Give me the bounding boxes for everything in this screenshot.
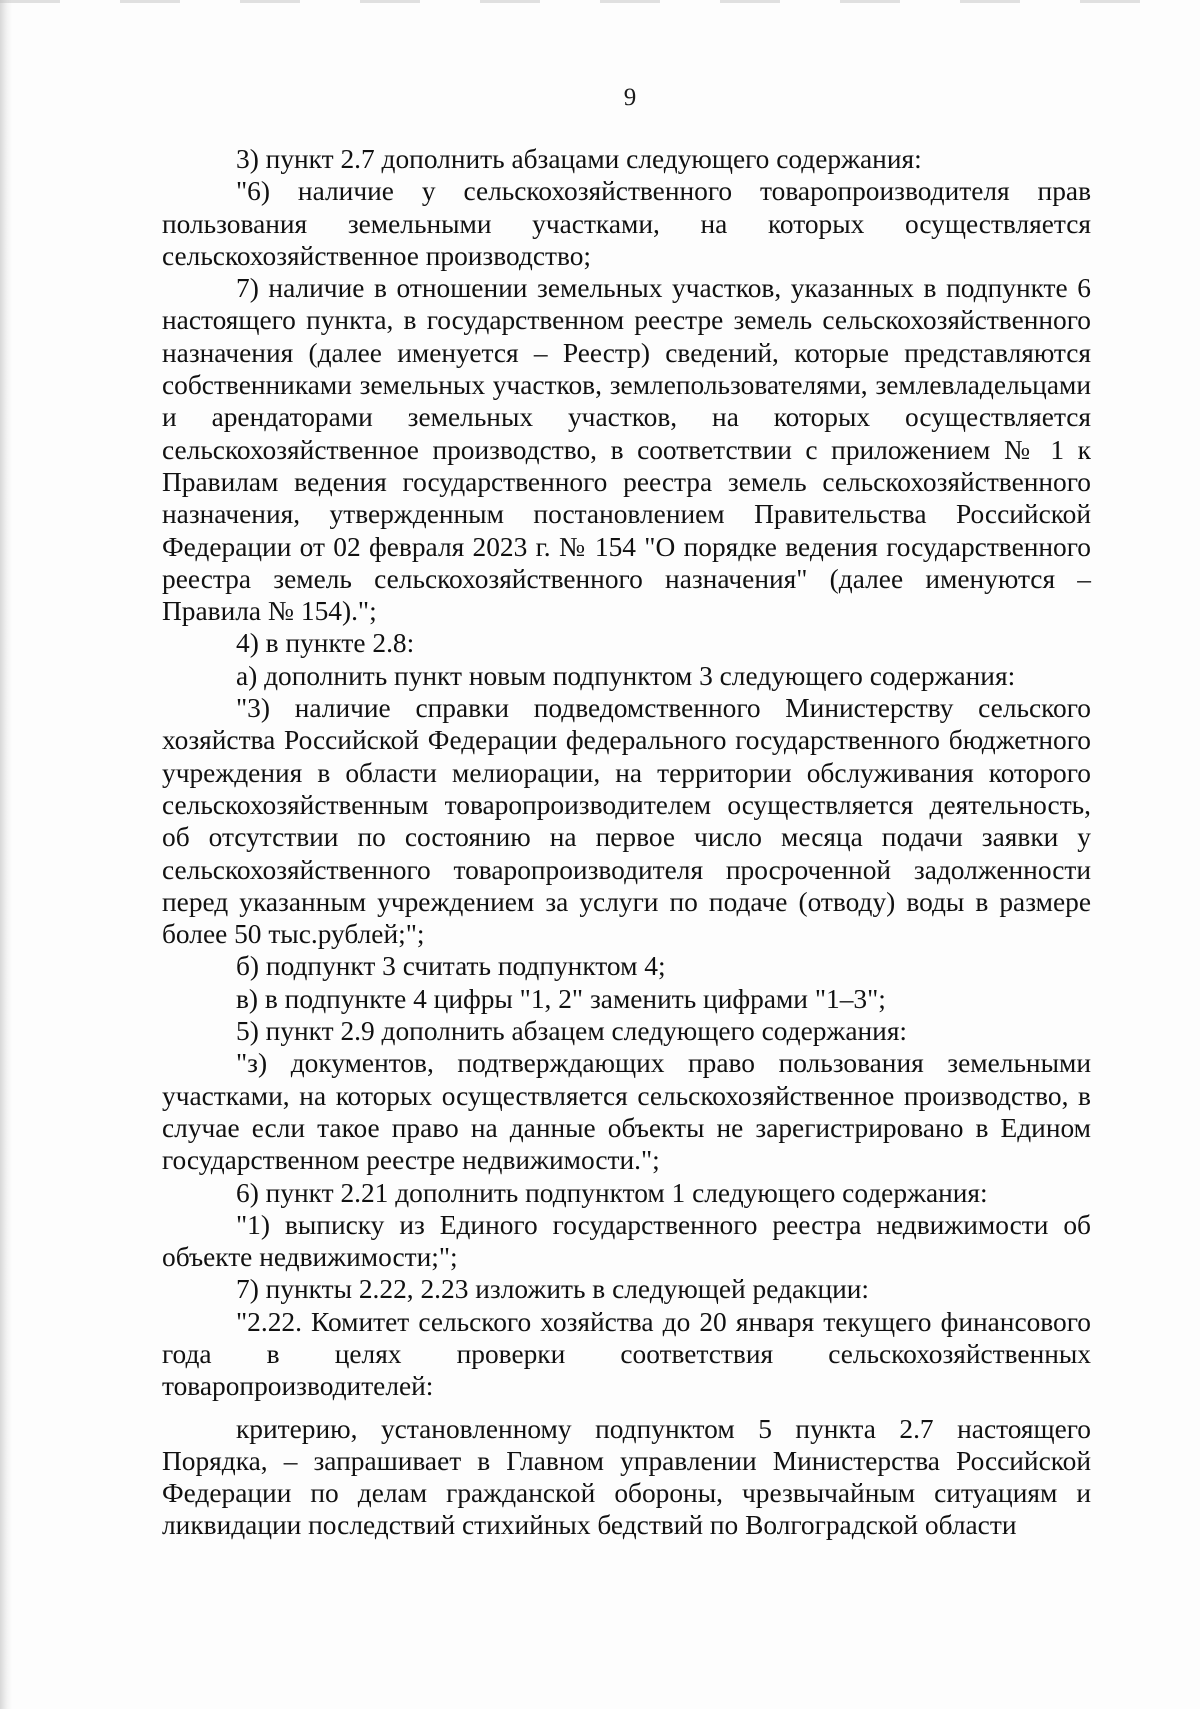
paragraph-item-4a: а) дополнить пункт новым подпунктом 3 следующего содержания: [236,660,1016,691]
page-number: 9 [623,84,637,111]
scan-left-edge [0,0,12,1709]
paragraph-item-4b: б) подпункт 3 считать подпунктом 4; [236,951,666,982]
paragraph-subitem-6: "6) наличие у сельскохозяйственного товаропроизводителя прав пользования земельными участками, на которых осуществляется сельскохозяйственное производство; [162,176,1091,271]
paragraph-clause-2-22: "2.22. Комитет сельского хозяйства до 20 января текущего финансового года в целях проверки соответствия сельскохозяйственных товаропроизводителей: [162,1306,1091,1402]
paragraph-item-3: 3) пункт 2.7 дополнить абзацами следующего содержания: [236,144,922,174]
paragraph-subitem-3: "3) наличие справки подведомственного Министерству сельского хозяйства Российской Федерации федерального государственного бюджетного учреждения в области мелиорации, на территории обслуживания которого сельскохозяйственным товаропроизводителем осуществляется деятельность, об отсутствии по состоянию на первое число месяца подачи заявки у сельскохозяйственного товаропроизводителя просроченной задолженности перед указанным учреждением за услуги по подаче (отводу) воды в размере более 50 тыс.рублей;"; [162,693,1091,950]
paragraph-item-6: 6) пункт 2.21 дополнить подпунктом 1 следующего содержания: [236,1177,988,1208]
document-body [162,143,1091,1542]
paragraph-item-4v: в) в подпункте 4 цифры "1, 2" заменить цифрами "1–3"; [236,983,886,1014]
paragraph-subitem-z: "з) документов, подтверждающих право пользования земельными участками, на которых осуществляется сельскохозяйственное производство, в случае если такое право на данные объекты не зарегистрировано в Едином государственном реестре недвижимости."; [162,1048,1091,1176]
paragraph-criterion: критерию, установленному подпунктом 5 пункта 2.7 настоящего Порядка, – запрашивает в Главном управлении Министерства Российской Федерации по делам гражданской обороны, чрезвычайным ситуациям и ликвидации последствий стихийных бедствий по Волгоградской области [162,1413,1091,1541]
paragraph-subitem-1: "1) выписку из Единого государственного реестра недвижимости об объекте недвижимости;"; [162,1209,1091,1273]
paragraph-item-5: 5) пункт 2.9 дополнить абзацем следующего содержания: [236,1016,908,1047]
paragraph-subitem-7: 7) наличие в отношении земельных участков, указанных в подпункте 6 настоящего пункта, в государственном реестре земель сельскохозяйственного назначения (далее именуется – Реестр) сведений, которые представляются собственниками земельных участков, землепользователями, землевладельцами и арендаторами земельных участков, на которых осуществляется сельскохозяйственное производство, в соответствии с приложением № 1 к Правилам ведения государственного реестра земель сельскохозяйственного назначения, утвержденным постановлением Правительства Российской Федерации от 02 февраля 2023 г. № 154 "О порядке ведения государственного реестра земель сельскохозяйственного назначения" (далее именуются – Правила № 154)."; [162,273,1091,627]
scan-top-edge [0,0,1200,3]
paragraph-item-7: 7) пункты 2.22, 2.23 изложить в следующей редакции: [236,1274,870,1305]
paragraph-item-4: 4) в пункте 2.8: [236,628,415,659]
